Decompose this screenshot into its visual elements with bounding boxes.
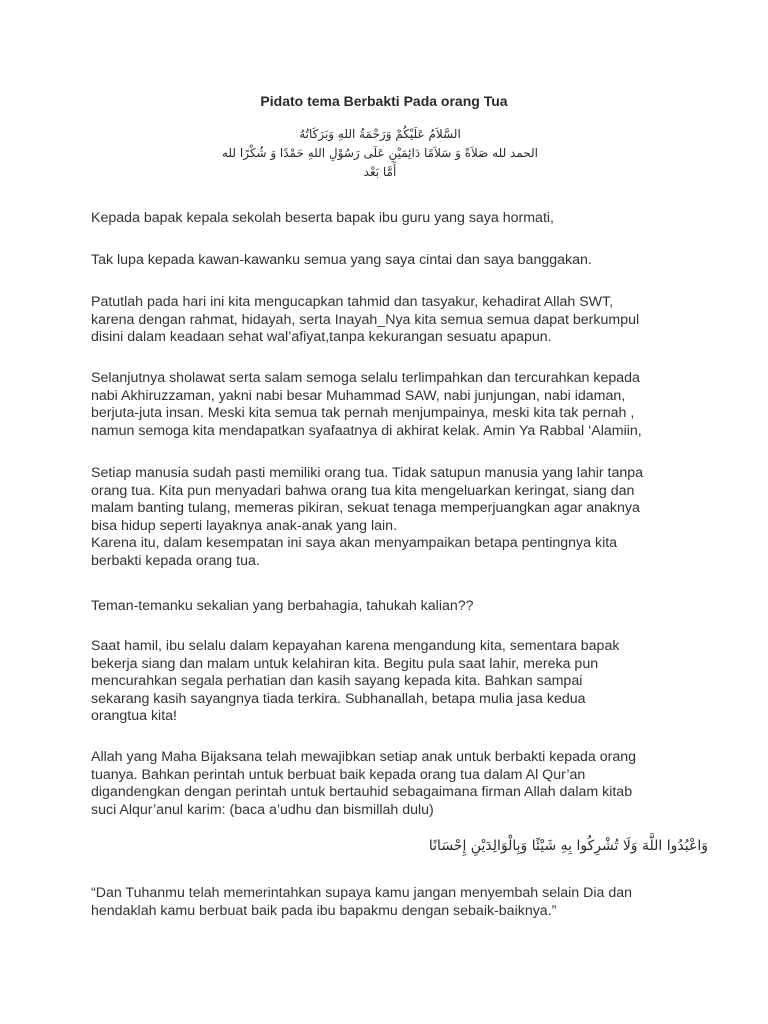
paragraph-line: bekerja siang dan malam untuk kelahiran kita. Begitu pula saat lahir, mereka pun bbox=[91, 655, 599, 672]
arabic-opening-line-2: الحمد لله صَلاَةً وَ سَلاَمًا دَائِمَيْنِ عَلَى رَسُوْلِ اللهِ حَمْدًا وَ شُكْرًا لله bbox=[221, 146, 539, 160]
paragraph-line: hendaklah kamu berbuat baik pada ibu bapakmu dengan sebaik-baiknya.” bbox=[91, 902, 557, 919]
paragraph-line: sekarang kasih sayangnya tiada terkira. Subhanallah, betapa mulia jasa kedua bbox=[91, 690, 586, 707]
paragraph-question bbox=[91, 598, 711, 616]
paragraph-line: nabi Akhiruzzaman, yakni nabi besar Muhammad SAW, nabi junjungan, nabi idaman, bbox=[91, 387, 626, 404]
paragraph-line: Teman-temanku sekalian yang berbahagia, tahukah kalian?? bbox=[91, 598, 474, 614]
paragraph-line: Patutlah pada hari ini kita mengucapkan tahmid dan tasyakur, kehadirat Allah SWT, bbox=[91, 294, 614, 310]
paragraph-mother bbox=[91, 638, 711, 726]
paragraph-line: orangtua kita! bbox=[91, 708, 177, 724]
paragraph-line: Kepada bapak kepala sekolah beserta bapak ibu guru yang saya hormati, bbox=[91, 210, 554, 226]
paragraph-line: tuanya. Bahkan perintah untuk berbuat baik kepada orang tua dalam Al Qur’an bbox=[91, 766, 586, 783]
arabic-opening-line-3: أَمَّا بَعْد bbox=[363, 165, 397, 179]
paragraph-line: mencurahkan segala perhatian dan kasih sayang kepada kita. Bahkan sampai bbox=[91, 673, 583, 689]
page-title: Pidato tema Berbakti Pada orang Tua bbox=[260, 93, 508, 109]
paragraph-line: berbakti kepada orang tua. bbox=[91, 552, 260, 569]
paragraph-line: namun semoga kita mendapatkan syafaatnya di akhirat kelak. Amin Ya Rabbal ‘Alamiin, bbox=[91, 422, 642, 439]
paragraph-line: disini dalam keadaan sehat wal’afiyat,tanpa kekurangan sesuatu apapun. bbox=[91, 329, 552, 345]
paragraph-line: digandengkan dengan perintah untuk bertauhid sebagaimana firman Allah dalam kitab bbox=[91, 784, 633, 800]
arabic-verse: وَاعْبُدُوا اللَّهَ وَلَا تُشْرِكُوا بِهِ شَيْئًا وَبِالْوَالِدَيْنِ إِحْسَانًا bbox=[428, 838, 708, 854]
paragraph-line: malam banting tulang, memeras pikiran, sekuat tenaga memperjuangkan agar anaknya bbox=[91, 500, 640, 516]
paragraph-line: Allah yang Maha Bijaksana telah mewajibkan setiap anak untuk berbakti kepada orang bbox=[91, 749, 636, 765]
paragraph-tahmid bbox=[91, 294, 711, 347]
paragraph-sholawat bbox=[91, 370, 711, 440]
paragraph-greeting-teachers bbox=[91, 210, 711, 228]
paragraph-verse-translation bbox=[91, 885, 711, 920]
paragraph-line: suci Alqur’anul karim: (baca a’udhu dan bismillah dulu) bbox=[91, 801, 434, 818]
paragraph-line: karena dengan rahmat, hidayah, serta Inayah_Nya kita semua semua dapat berkumpul bbox=[91, 311, 640, 328]
paragraph-line: bisa hidup seperti layaknya anak-anak yang lain. bbox=[91, 517, 398, 534]
paragraph-line: berjuta-juta insan. Meski kita semua tak pernah menjumpainya, meski kita tak pernah , bbox=[91, 405, 635, 421]
paragraph-line: orang tua. Kita pun menyadari bahwa orang tua kita mengeluarkan keringat, siang dan bbox=[91, 482, 635, 499]
paragraph-line: Selanjutnya sholawat serta salam semoga selalu terlimpahkan dan tercurahkan kepada bbox=[91, 370, 640, 386]
paragraph-parents bbox=[91, 465, 711, 570]
paragraph-greeting-friends bbox=[91, 252, 711, 270]
paragraph-line: Setiap manusia sudah pasti memiliki orang tua. Tidak satupun manusia yang lahir tanpa bbox=[91, 465, 644, 481]
paragraph-allah-command bbox=[91, 749, 711, 819]
arabic-opening-line-1: السَّلاَمُ عَلَيْكُمْ وَرَحْمَةُ اللهِ وَبَرَكَاتُهُ bbox=[299, 127, 461, 141]
paragraph-line: Karena itu, dalam kesempatan ini saya akan menyampaikan betapa pentingnya kita bbox=[91, 535, 618, 551]
paragraph-line: Saat hamil, ibu selalu dalam kepayahan karena mengandung kita, sementara bapak bbox=[91, 638, 620, 654]
arabic-opening bbox=[180, 125, 580, 182]
paragraph-line: “Dan Tuhanmu telah memerintahkan supaya kamu jangan menyembah selain Dia dan bbox=[91, 885, 633, 901]
paragraph-line: Tak lupa kepada kawan-kawanku semua yang saya cintai dan saya banggakan. bbox=[91, 252, 592, 268]
